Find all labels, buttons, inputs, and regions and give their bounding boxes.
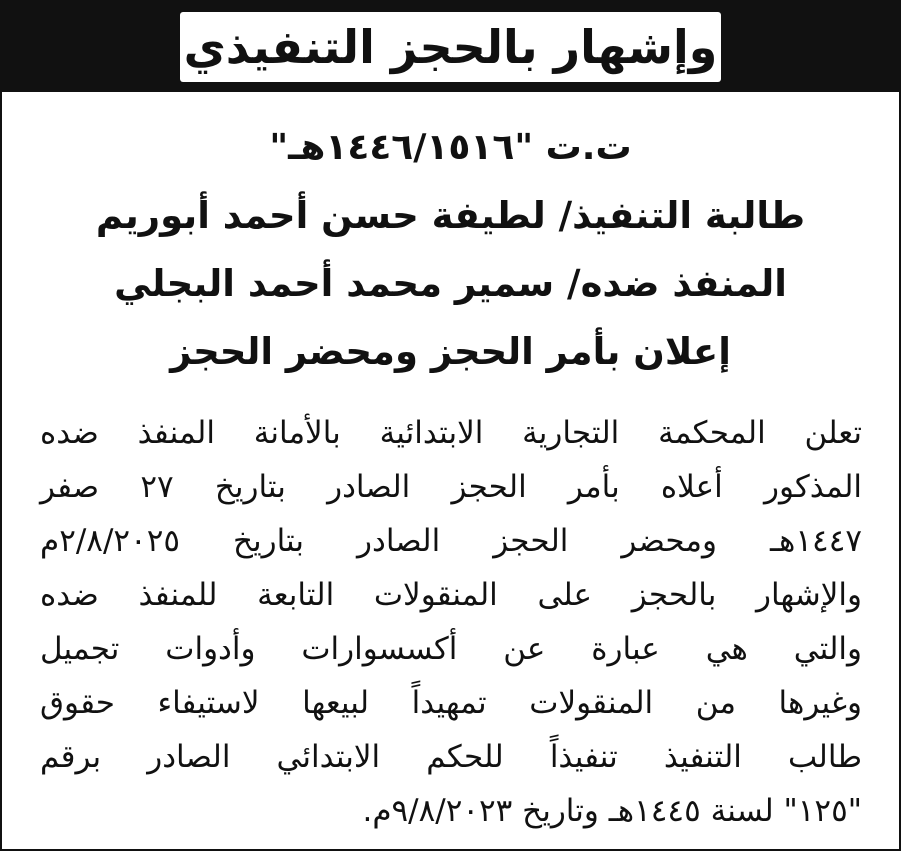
case-subject: إعلان بأمر الحجز ومحضر الحجز xyxy=(170,330,731,373)
body-line: وغيرها من المنقولات تمهيداً لبيعها لاستيفاء حقوق xyxy=(40,685,862,721)
case-defendant: المنفذ ضده/ سمير محمد أحمد البجلي xyxy=(114,262,787,305)
body-line: المذكور أعلاه بأمر الحجز الصادر بتاريخ ٢٧ صفر xyxy=(40,469,862,505)
notice-body xyxy=(40,406,862,838)
body-line: طالب التنفيذ تنفيذاً للحكم الابتدائي الصادر برقم xyxy=(40,739,862,775)
case-heading xyxy=(2,114,899,386)
case-requester: طالبة التنفيذ/ لطيفة حسن أحمد أبوريم xyxy=(95,194,806,237)
body-line: والإشهار بالحجز على المنقولات التابعة للمنفذ ضده xyxy=(40,577,862,613)
case-reference: ت.ت "١٤٤٦/١٥١٦هـ" xyxy=(269,127,632,168)
header-title-box xyxy=(180,12,721,82)
notice-title: وإشهار بالحجز التنفيذي xyxy=(183,20,718,74)
notice-header xyxy=(2,2,899,92)
body-line: ١٤٤٧هـ ومحضر الحجز الصادر بتاريخ ٢/٨/٢٠٢٥م xyxy=(40,523,862,559)
body-line: "١٢٥" لسنة ١٤٤٥هـ وتاريخ ٩/٨/٢٠٢٣م. xyxy=(362,793,862,829)
body-line: والتي هي عبارة عن أكسسوارات وأدوات تجميل xyxy=(40,631,862,667)
body-line: تعلن المحكمة التجارية الابتدائية بالأمانة المنفذ ضده xyxy=(40,415,862,451)
